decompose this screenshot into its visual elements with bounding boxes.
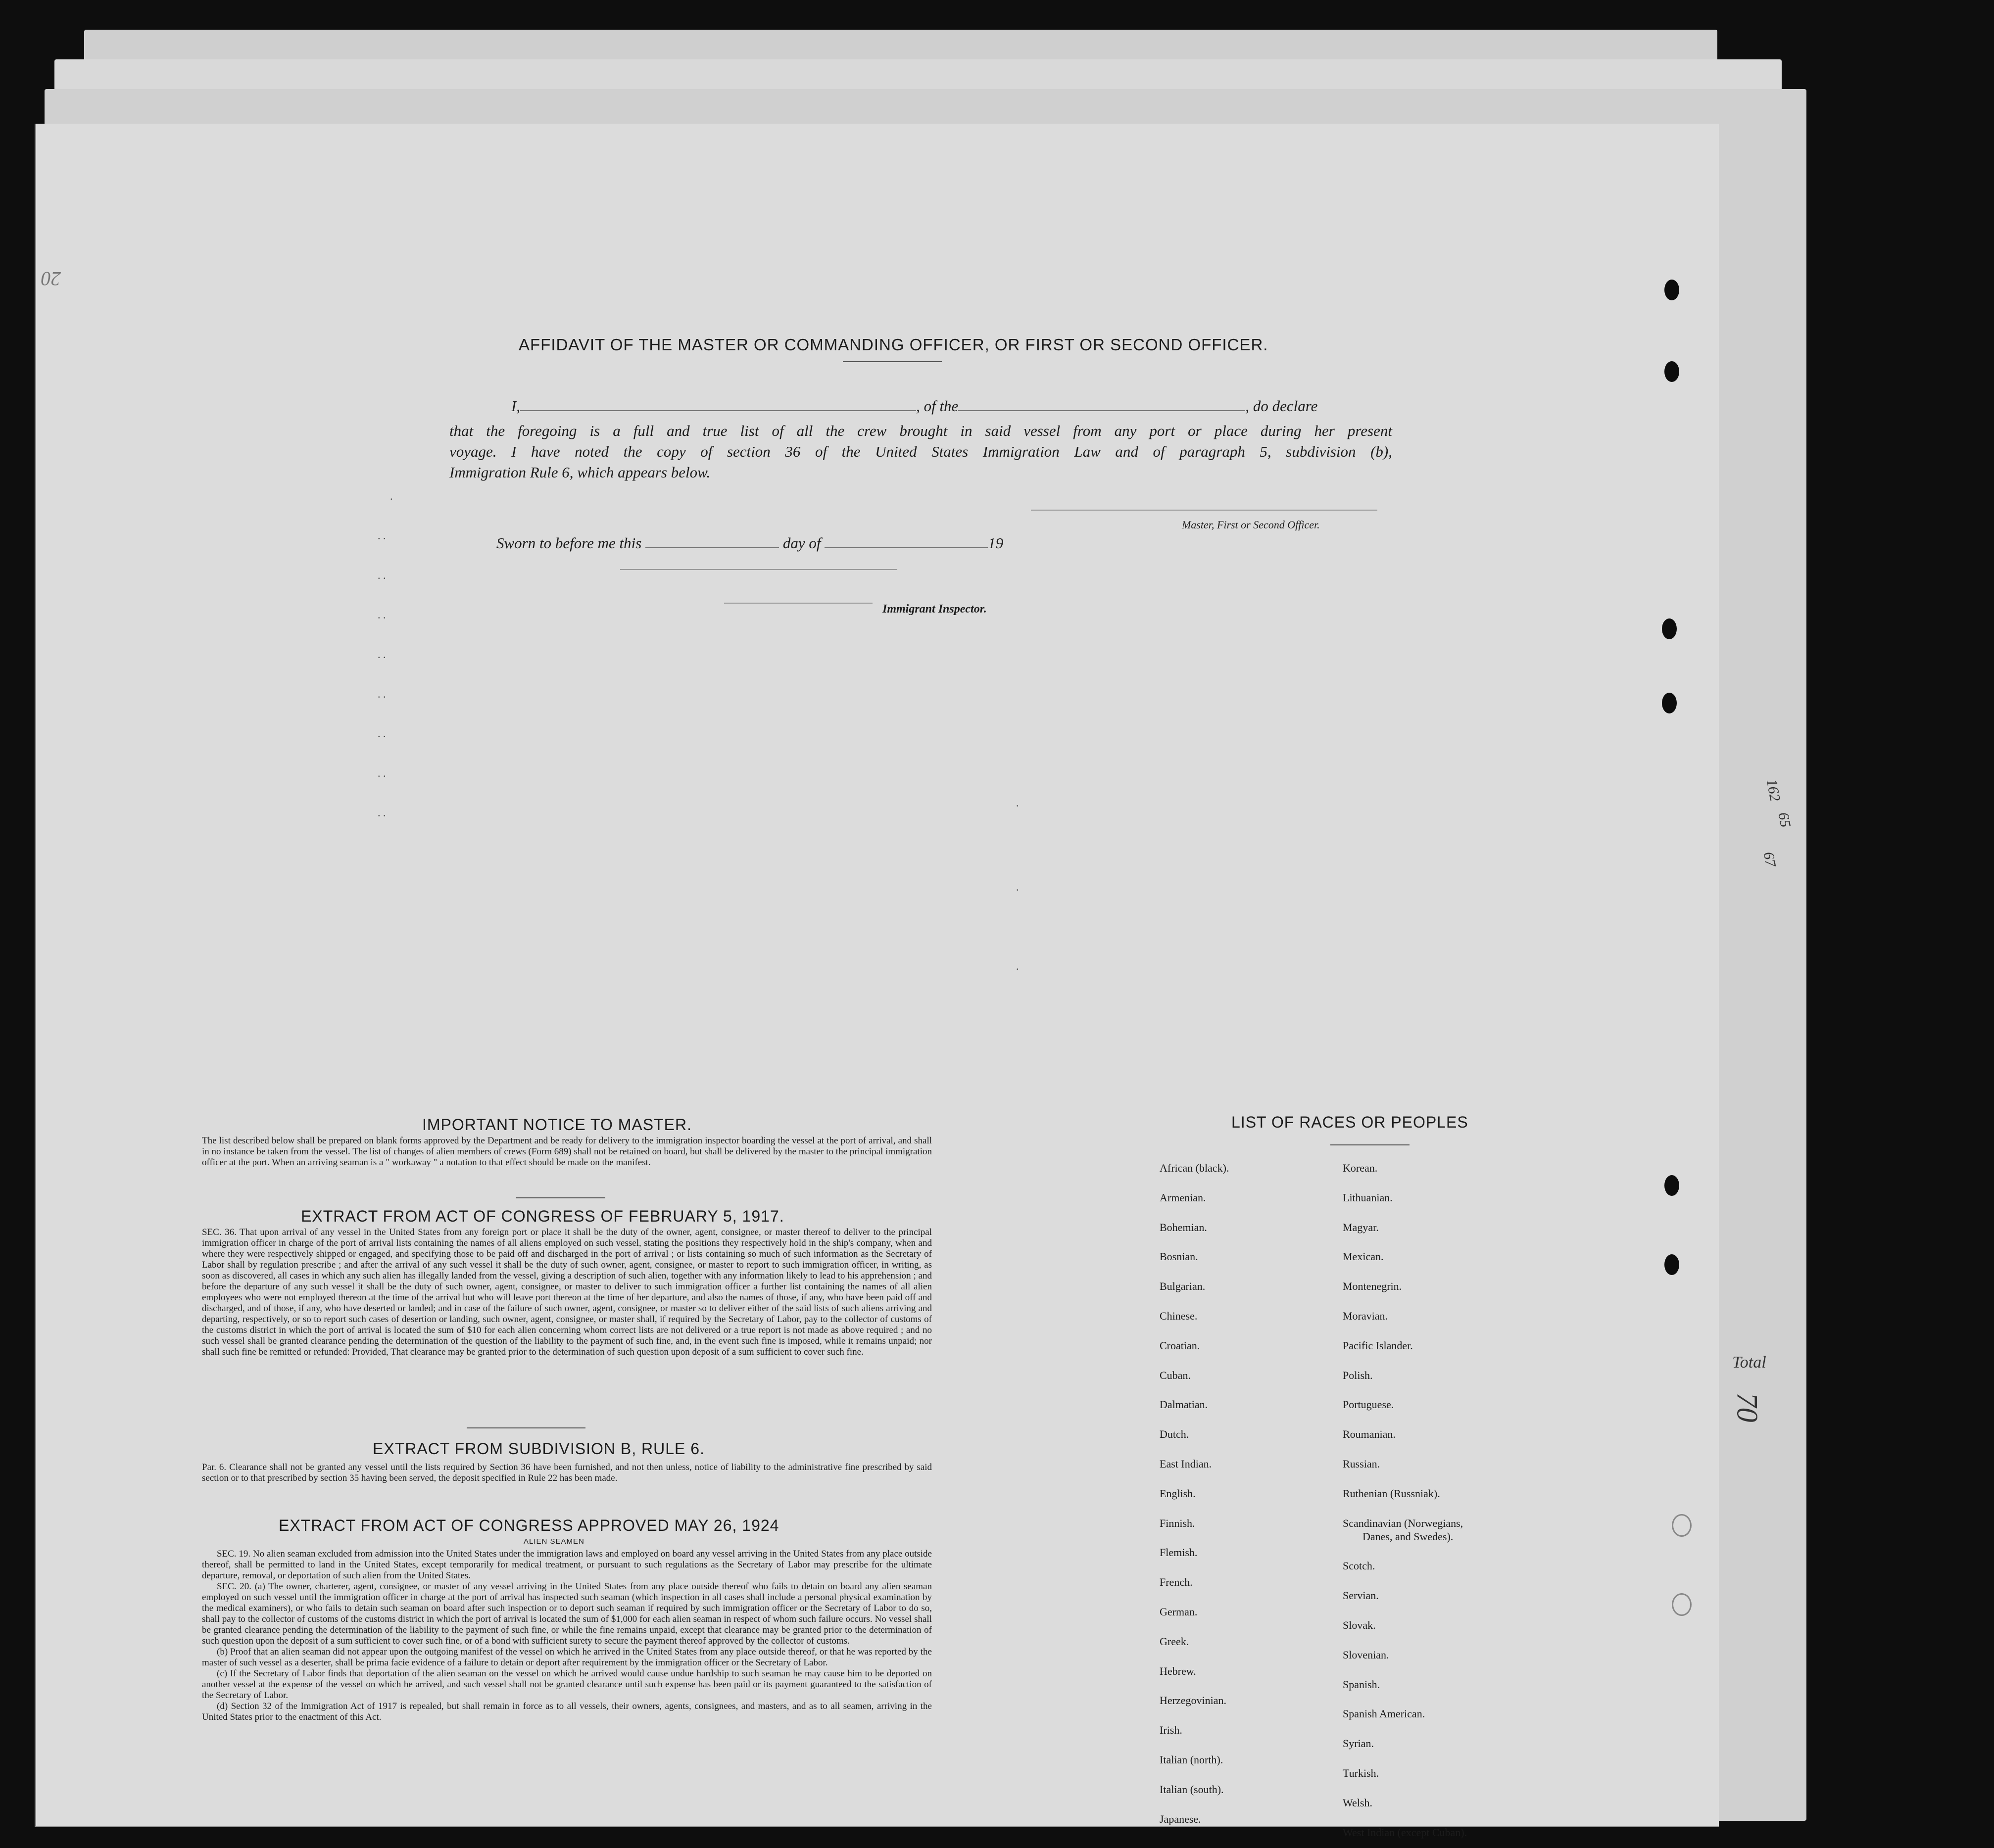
act-paragraph: SEC. 19. No alien seaman excluded from admission into the United States under the immigration laws and employed on board any vessel arriving in the United States from any place outside thereof, shall be permitted to land in the United States, except temporarily for medical treatment, or pursuant to such regulations as the Secretary of Labor may prescribe for the ultimate departure, removal, or deportation of such alien from the United States. <box>202 1549 932 1581</box>
race-item: Cuban. <box>1160 1369 1191 1381</box>
margin-number: 162 <box>1763 777 1784 803</box>
name-blank[interactable] <box>520 410 916 411</box>
race-item: English. <box>1160 1487 1196 1500</box>
race-item: Bohemian. <box>1160 1221 1207 1233</box>
dot-mark: . <box>1016 797 1019 809</box>
race-item: Dalmatian. <box>1160 1398 1208 1411</box>
race-item: Portuguese. <box>1343 1398 1394 1411</box>
race-item: Servian. <box>1343 1589 1379 1602</box>
dot-mark: . . <box>378 767 386 779</box>
punch-hole <box>1662 618 1677 639</box>
margin-number: 67 <box>1760 851 1779 868</box>
dot-mark: . . <box>378 529 386 542</box>
race-item: Herzegovinian. <box>1160 1694 1226 1707</box>
race-item: Lithuanian. <box>1343 1191 1393 1204</box>
race-item: Welsh. <box>1343 1796 1372 1809</box>
punch-hole <box>1664 361 1679 382</box>
dot-mark: . <box>1016 881 1019 893</box>
race-item: Mexican. <box>1343 1250 1384 1263</box>
race-item: Danes, and Swedes). <box>1362 1530 1454 1543</box>
race-item: Moravian. <box>1343 1310 1388 1322</box>
inspector-short-line <box>724 603 873 604</box>
race-item: Polish. <box>1343 1369 1373 1381</box>
day-blank[interactable] <box>645 547 779 548</box>
race-item: Syrian. <box>1343 1737 1374 1750</box>
race-item: Slovenian. <box>1343 1648 1389 1661</box>
race-item: Spanish. <box>1343 1678 1380 1691</box>
declaration-line: Immigration Rule 6, which appears below. <box>449 464 711 481</box>
day-of-label: day of <box>782 534 821 552</box>
race-item: Italian (north). <box>1160 1753 1223 1766</box>
race-item: Scotch. <box>1343 1560 1375 1572</box>
inspector-signature-line[interactable] <box>620 569 897 570</box>
punch-hole-ring <box>1672 1514 1692 1537</box>
do-declare-label: , do declare <box>1245 397 1318 415</box>
title-rule <box>843 361 942 362</box>
dot-mark: . <box>390 490 393 502</box>
race-item: Japanese. <box>1160 1812 1201 1825</box>
act-paragraph: (b) Proof that an alien seaman did not appear upon the outgoing manifest of the vessel on which he arrived in the United States from any place outside thereof, or that he was reported by the master of such vessel as a deserter, shall be prima facie evidence of a failure to detain or deport after requirement by the immigration officer or the Secretary of Labor. <box>202 1647 932 1668</box>
dot-mark: . . <box>378 688 386 700</box>
race-item: Bulgarian. <box>1160 1280 1206 1293</box>
race-item: Irish. <box>1160 1724 1182 1737</box>
race-item: Roumanian. <box>1343 1428 1396 1441</box>
sworn-label: Sworn to before me this <box>496 534 642 552</box>
dot-mark: . <box>1016 960 1019 972</box>
punch-hole <box>1664 1175 1679 1196</box>
race-item: Korean. <box>1343 1162 1378 1174</box>
race-item: Hebrew. <box>1160 1664 1196 1677</box>
dot-mark: . . <box>378 806 386 819</box>
i-label: I, <box>511 397 521 415</box>
race-item: East Indian. <box>1160 1458 1212 1470</box>
handwritten-total: Total <box>1732 1353 1766 1372</box>
margin-number: 65 <box>1775 811 1794 829</box>
race-item: Italian (south). <box>1160 1783 1224 1796</box>
race-item: Finnish. <box>1160 1516 1195 1529</box>
declaration-line: voyage. I have noted the copy of section 36 of the United States Immigration Law and of paragraph 5, subdivision (b), <box>449 443 1392 460</box>
race-item: Russian. <box>1343 1458 1380 1470</box>
of-the-label: , of the <box>916 397 959 415</box>
notice-text: The list described below shall be prepared on blank forms approved by the Department and be ready for delivery to the immigration inspector boarding the vessel at the port of arrival, and shall in no instance be taken from the vessel. The list of changes of alien members of crews (Form 689) shall not be retained on board, but shall be delivered by the master to the principal immigration officer at the port. When an arriving seaman is a " workaway " a notation to that effect should be made on the manifest. <box>202 1136 932 1168</box>
section-rule <box>1330 1144 1410 1145</box>
year-prefix: 19 <box>988 534 1004 552</box>
declaration-line: that the foregoing is a full and true list of all the crew brought in said vessel from any port or place during her present <box>449 422 1392 439</box>
race-item: African (black). <box>1160 1162 1229 1174</box>
sworn-statement <box>496 534 1003 552</box>
race-item: Scandinavian (Norwegians, <box>1343 1516 1463 1529</box>
declaration-first-line <box>511 396 1392 417</box>
punch-hole <box>1664 280 1679 300</box>
month-blank[interactable] <box>825 547 988 548</box>
race-item: Magyar. <box>1343 1221 1379 1233</box>
master-signature-line[interactable] <box>1031 510 1377 511</box>
dot-mark: . . <box>378 609 386 621</box>
race-item: Montenegrin. <box>1343 1280 1402 1293</box>
race-item: Chinese. <box>1160 1310 1198 1322</box>
dot-mark: . . <box>378 569 386 581</box>
race-item: Armenian. <box>1160 1191 1206 1204</box>
extract-1924-title: EXTRACT FROM ACT OF CONGRESS APPROVED MAY 26, 1924 <box>279 1516 779 1534</box>
punch-hole-ring <box>1672 1593 1692 1616</box>
race-item: Slovak. <box>1343 1618 1376 1631</box>
inspector-label: Immigrant Inspector. <box>882 603 987 616</box>
race-item: Croatian. <box>1160 1339 1200 1352</box>
vessel-blank[interactable] <box>958 410 1245 411</box>
section-rule <box>467 1427 585 1428</box>
section-19-20-text <box>202 1549 932 1723</box>
manifest-page <box>35 124 1719 1839</box>
act-paragraph: (d) Section 32 of the Immigration Act of 1917 is repealed, but shall remain in force as to all vessels, their owners, agents, consignees, and masters, and as to all seamen, arriving in the United States prior to the enactment of this Act. <box>202 1701 932 1722</box>
left-margin-number: 20 <box>41 268 61 290</box>
race-item: French. <box>1160 1576 1193 1589</box>
race-item: Turkish. <box>1343 1766 1379 1779</box>
act-paragraph: SEC. 20. (a) The owner, charterer, agent, consignee, or master of any vessel arriving in the United States from any place outside thereof who fails to detain on board any alien seaman employed on such vessel until the immigration officer in charge at the port of arrival has inspected such seaman (which inspection in all cases shall include a personal physical examination by the medical examiners), or who fails to detain such seaman on board after such inspection or to deport such seaman if required by such immigration officer or the Secretary of Labor to do so, shall pay to the collector of customs of the customs district in which the port of arrival is located the sum of $1,000 for each alien seaman in respect of whom such failure occurs. No vessel shall be granted clearance pending the determination of the liability to the payment of such fine, or while the fine remains unpaid, except that clearance may be granted prior to the determination of such question upon the deposit of a sum sufficient to cover such fine, or of a bond with sufficient surety to secure the payment thereof approved by the collector of customs. <box>202 1581 932 1646</box>
race-item: Ruthenian (Russniak). <box>1343 1487 1440 1500</box>
extract-rule6-title: EXTRACT FROM SUBDIVISION B, RULE 6. <box>373 1440 705 1458</box>
master-signature-label: Master, First or Second Officer. <box>1182 519 1320 531</box>
act-paragraph: (c) If the Secretary of Labor finds that deportation of the alien seaman on the vessel on which he arrived would cause undue hardship to such seaman he may cause him to be deported on another vessel at the expense of the vessel on which he arrived, and such vessel shall not be granted clearance until such expense has been paid or its payment guaranteed to the satisfaction of the Secretary of Labor. <box>202 1668 932 1701</box>
race-item: Bosnian. <box>1160 1250 1198 1263</box>
affidavit-title: AFFIDAVIT OF THE MASTER OR COMMANDING OFFICER, OR FIRST OR SECOND OFFICER. <box>519 335 1268 354</box>
section-36-text: SEC. 36. That upon arrival of any vessel in the United States from any foreign port or place it shall be the duty of the owner, agent, consignee, or master thereof to deliver to the principal immigration officer in charge of the port of arrival lists containing the names of all aliens employed on such vessel, stating the positions they respectively hold in the ship's company, when and where they were respectively shipped or engaged, and specifying those to be paid off and discharged in the port of arrival ; or lists containing so much of such information as the Secretary of Labor shall by regulation prescribe ; and after the arrival of any such vessel it shall be the duty of such owner, agent, consignee, or master to report to such immigration officer, in writing, as soon as discovered, all cases in which any such alien has illegally landed from the vessel, giving a description of such alien, together with any information likely to lead to his apprehension ; and before the departure of any such vessel it shall be the duty of such owner, agent, consignee, or master to deliver to such immigration officer a further list containing the names of all alien employees who were not employed thereon at the time of the arrival but who will leave port thereon at the time of her departure, and also the names of those, if any, who have been paid off and discharged, and of those, if any, who have deserted or landed; and in case of the failure of such owner, agent, consignee, or master so to deliver either of the said lists of such aliens arriving and departing, respectively, or so to report such cases of desertion or landing, such owner, agent, consignee, or master shall, if required by the Secretary of Labor, pay to the collector of customs of the customs district in which the port of arrival is located the sum of $10 for each alien concerning whom correct lists are not delivered or a true report is not made as above required ; and no such vessel shall be granted clearance pending the determination of the question of the liability to the payment of such fine, and, in the event such fine is imposed, while it remains unpaid; nor shall such fine be remitted or refunded: Provided, That clearance may be granted prior to the determination of such question upon deposit of a sum sufficient to cover such fine. <box>202 1227 932 1357</box>
section-rule <box>516 1197 605 1198</box>
punch-hole <box>1662 693 1677 713</box>
notice-title: IMPORTANT NOTICE TO MASTER. <box>422 1116 692 1134</box>
dot-mark: . . <box>378 727 386 740</box>
races-title: LIST OF RACES OR PEOPLES <box>1231 1113 1468 1131</box>
alien-seamen-subtitle: ALIEN SEAMEN <box>524 1537 584 1546</box>
race-item: Dutch. <box>1160 1428 1189 1441</box>
punch-hole <box>1664 1254 1679 1275</box>
handwritten-number: 70 <box>1731 1392 1764 1422</box>
declaration-text <box>449 421 1392 483</box>
extract-1917-title: EXTRACT FROM ACT OF CONGRESS OF FEBRUARY 5, 1917. <box>301 1207 784 1225</box>
paragraph-6-text: Par. 6. Clearance shall not be granted any vessel until the lists required by Section 36 have been furnished, and not then unless, notice of liability to the administrative fine prescribed by said section or to that prescribed by section 35 having been served, the deposit specified in Rule 22 has been made. <box>202 1462 932 1483</box>
race-item: Greek. <box>1160 1635 1189 1648</box>
race-item: Spanish American. <box>1343 1707 1425 1720</box>
race-item: Flemish. <box>1160 1546 1198 1559</box>
race-item: Pacific Islander. <box>1343 1339 1413 1352</box>
race-item: German. <box>1160 1606 1198 1618</box>
dot-mark: . . <box>378 648 386 661</box>
race-item: West Indian (except Cuban). <box>1343 1826 1467 1839</box>
